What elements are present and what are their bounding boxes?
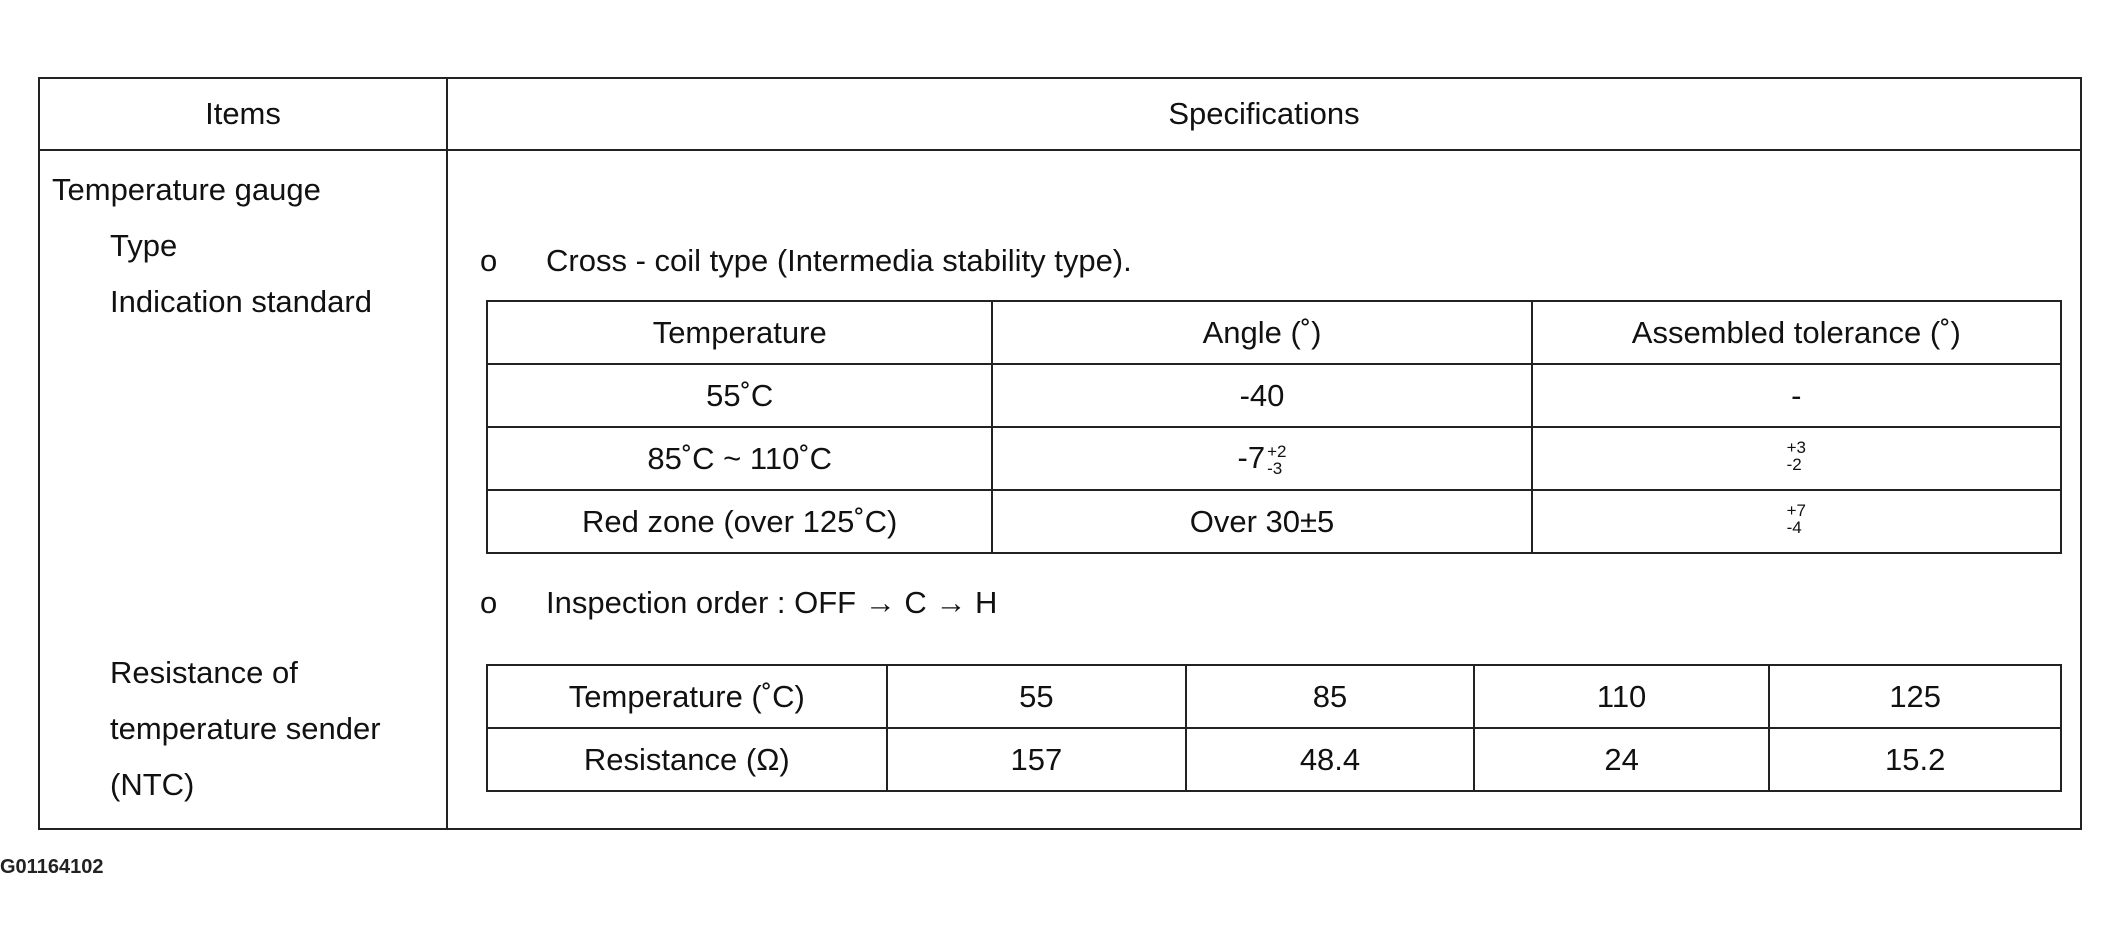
resistance-value: 15.2 xyxy=(1769,728,2061,791)
table-row xyxy=(487,728,2061,791)
header-items: Items xyxy=(205,96,281,131)
bullet-marker: o xyxy=(480,585,498,620)
header-temperature: Temperature xyxy=(487,301,992,364)
table-row xyxy=(487,301,2061,364)
label-resistance-line1: Resistance of xyxy=(110,655,298,690)
tolerance-stack xyxy=(1787,502,1806,536)
temp-value: 110 xyxy=(1474,665,1770,728)
cell-tolerance: - xyxy=(1532,364,2061,427)
cell-angle: -40 xyxy=(992,364,1531,427)
spec-table xyxy=(38,77,2082,830)
table-row xyxy=(487,665,2061,728)
label-temperature-c: Temperature (˚C) xyxy=(487,665,887,728)
label-resistance-line3: (NTC) xyxy=(110,767,195,802)
resistance-value: 24 xyxy=(1474,728,1770,791)
label-resistance-ohm: Resistance (Ω) xyxy=(487,728,887,791)
tol-minus: -4 xyxy=(1786,518,1802,537)
tol-plus: +3 xyxy=(1786,438,1806,457)
indication-table xyxy=(486,300,2062,554)
cell-tolerance xyxy=(1532,427,2061,490)
resistance-value: 48.4 xyxy=(1186,728,1474,791)
angle-plus: +2 xyxy=(1267,441,1287,461)
angle-minus: -3 xyxy=(1267,458,1283,478)
cell-tolerance xyxy=(1532,490,2061,553)
resistance-table xyxy=(486,664,2062,792)
table-row xyxy=(487,490,2061,553)
label-type: Type xyxy=(110,228,178,263)
cell-temperature: 85˚C ~ 110˚C xyxy=(487,427,992,490)
tol-plus: +7 xyxy=(1786,501,1806,520)
table-row xyxy=(487,364,2061,427)
cell-temperature: 55˚C xyxy=(487,364,992,427)
figure-id: G01164102 xyxy=(0,856,104,878)
resistance-value: 157 xyxy=(887,728,1187,791)
inspection-text: Inspection order : OFF → C → H xyxy=(546,585,998,620)
label-temperature-gauge: Temperature gauge xyxy=(52,172,321,207)
temp-value: 85 xyxy=(1186,665,1474,728)
cell-angle xyxy=(992,427,1531,490)
temp-value: 55 xyxy=(887,665,1187,728)
temp-value: 125 xyxy=(1769,665,2061,728)
bullet-marker: o xyxy=(480,243,498,278)
header-tolerance: Assembled tolerance (˚) xyxy=(1532,301,2061,364)
column-divider xyxy=(446,79,448,828)
inspection-bullet xyxy=(480,584,997,622)
cell-angle: Over 30±5 xyxy=(992,490,1531,553)
header-angle: Angle (˚) xyxy=(992,301,1531,364)
type-text: Cross - coil type (Intermedia stability type). xyxy=(546,243,1132,278)
label-resistance-line2: temperature sender xyxy=(110,711,381,746)
header-specifications: Specifications xyxy=(1168,96,1360,131)
table-row xyxy=(487,427,2061,490)
cell-temperature: Red zone (over 125˚C) xyxy=(487,490,992,553)
angle-value: -7 xyxy=(1237,440,1266,476)
angle-tolerance xyxy=(1267,443,1286,477)
tolerance-stack xyxy=(1787,439,1806,473)
label-indication-standard: Indication standard xyxy=(110,284,372,319)
header-divider xyxy=(40,149,2080,151)
type-bullet xyxy=(480,242,1132,280)
tol-minus: -2 xyxy=(1786,455,1802,474)
